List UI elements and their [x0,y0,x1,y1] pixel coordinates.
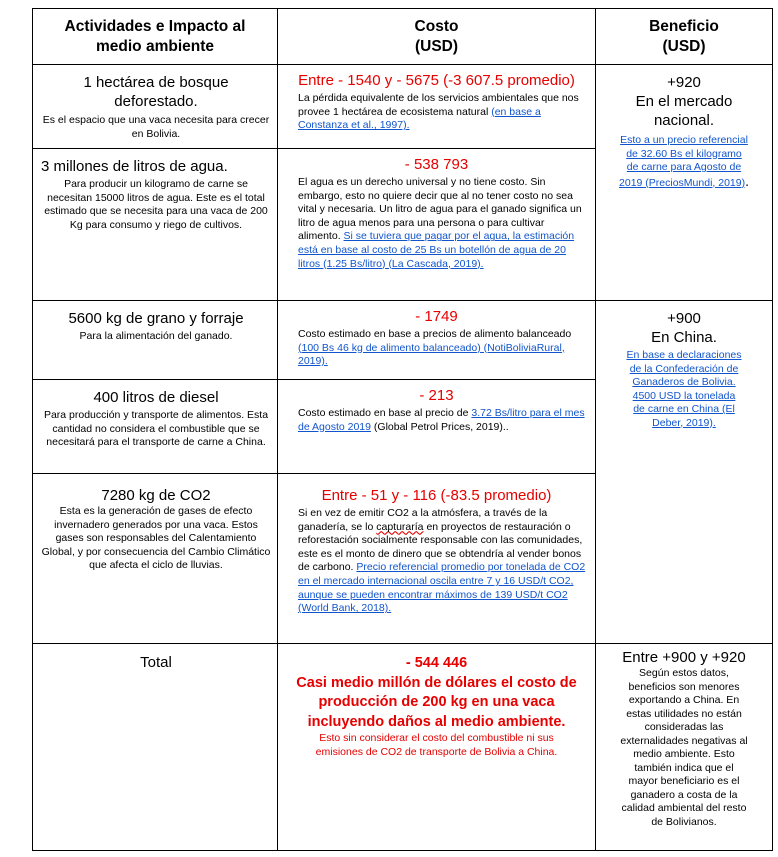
benefit-description [627,349,742,430]
source-link[interactable]: Esto a un precio referencial de 32.60 Bs el kilogramo de carne para Agosto de 2019 (PreciosMundi, 2019) [619,134,748,189]
total-cost-note: Esto sin considerar el costo del combustible ni sus emisiones de CO2 de transporte de Bolivia a China. [315,732,558,758]
activity-cell [33,301,278,380]
activity-title: 7280 kg de CO2 [101,487,211,504]
benefit-national-cell [596,65,773,301]
benefit-value: +900 [667,310,701,327]
table-row [33,301,773,380]
cost-description: El agua es un derecho universal y no tiene costo. Sin embargo, esto no quiere decir que al no tener costo no sea vital y necesaria. Un litro de agua para el ganado significa un litro de agua menos para una persona o para cultivar alimento. Si se tuviera que pagar por el agua, la estimación está en base al costo de 25 Bs un botellón de agua de 20 litros (1.25 Bs/litro) (La Cascada, 2019). [298,176,582,270]
benefit-china-cell [596,301,773,644]
total-label-cell [33,644,278,851]
total-row [33,644,773,851]
source-link[interactable]: Precio referencial promedio por tonelada de CO2 en el mercado internacional oscila entre 7 y 16 USD/t CO2, aunque se pueden encontrar máximos de 139 USD/t CO2 (World Bank, 2018). [298,561,586,615]
benefit-value: +920 [667,74,701,91]
benefit-description: Esto a un precio referencial de 32.60 Bs el kilogramo de carne para Agosto de 2019 (PreciosMundi, 2019). [619,134,749,189]
source-link[interactable]: (en base a Constanza et al., 1997). [298,105,541,132]
source-link[interactable]: Si se tuviera que pagar por el agua, la estimación está en base al costo de 25 Bs un botellón de agua de 20 litros (1.25 Bs/litro) (La Cascada, 2019). [298,230,575,270]
benefit-label: En el mercado nacional. [635,93,733,129]
header-cost: Costo (USD) [278,9,596,65]
source-link[interactable]: 3.72 Bs/litro para el mes de Agosto 2019 [298,407,585,433]
header-benefit: Beneficio (USD) [596,9,773,65]
total-cost-value: - 544 446 [405,655,468,671]
cost-description: Costo estimado en base a precios de alimento balanceado (100 Bs 46 kg de alimento balanceado) (NotiBoliviaRural, 2019). [298,328,572,368]
cost-cell [278,149,596,301]
cost-cell [278,65,596,149]
activity-description: Es el espacio que una vaca necesita para crecer en Bolivia. [42,114,270,140]
cost-value: Entre - 51 y - 116 (-83.5 promedio) [321,487,552,504]
cost-value: - 213 [419,387,454,404]
source-link[interactable]: (100 Bs 46 kg de alimento balanceado) (NotiBoliviaRural, 2019). [298,341,565,368]
cost-cell [278,474,596,644]
activity-title: 3 millones de litros de agua. [41,158,228,175]
cost-value: - 1749 [415,308,458,325]
total-label: Total [140,654,172,671]
header-activities: Actividades e Impacto al medio ambiente [33,9,278,65]
header-row [33,9,773,65]
cost-benefit-table [32,8,773,851]
activity-title: 1 hectárea de bosque deforestado. [83,74,229,110]
activity-description: Para producción y transporte de alimentos. Esta cantidad no considera el combustible que se necesitará para el transporte de carne a China. [43,409,269,448]
total-benefit-value: Entre +900 y +920 [622,649,746,666]
activity-description: Para producir un kilogramo de carne se necesitan 15000 litros de agua. Este es el total estimado que se necesita para una vaca de 200 Kg para consumo y riego de cultivos. [44,178,268,231]
total-benefit-text: Según estos datos, beneficios son menores exportando a China. En estas utilidades no están consideradas las externalidades negativas al medio ambiente. Esto también indica que el mayor beneficiario es el ganadero a costa de la calidad ambiental del resto de Bolivianos. [620,667,748,828]
activity-description: Para la alimentación del ganado. [79,330,233,342]
cost-description: La pérdida equivalente de los servicios ambientales que nos provee 1 hectárea de ecosistema natural (en base a Constanza et al., 1997). [298,92,579,132]
activity-title: 400 litros de diesel [93,389,219,406]
table-row [33,65,773,149]
source-link[interactable]: En base a declaraciones de la Confederación de Ganaderos de Bolivia. 4500 USD la tonelada de carne en China (El Deber, 2019). [626,349,742,429]
cost-value: Entre - 1540 y - 5675 (-3 607.5 promedio) [298,72,575,89]
activity-cell [33,149,278,301]
benefit-label: En China. [651,329,717,346]
cost-description: Si en vez de emitir CO2 a la atmósfera, a través de la ganadería, se lo capturaría en proyectos de restauración o reforestación socialmente responsable con las comunidades, este es el monto de dinero que se obtendría al vender bonos de carbono. Precio referencial promedio por tonelada de CO2 en el mercado internacional oscila entre 7 y 16 USD/t CO2, aunque se pueden encontrar máximos de 139 USD/t CO2 (World Bank, 2018). [298,507,586,615]
activity-cell [33,65,278,149]
activity-description: Esta es la generación de gases de efecto invernadero generados por una vaca. Estos gases son responsables del Calentamiento Global, y por consecuencia del Cambio Climático que afecta el ciclo de lluvias. [41,505,271,571]
cost-cell [278,301,596,380]
total-benefit-cell [596,644,773,851]
cost-description: Costo estimado en base al precio de 3.72 Bs/litro para el mes de Agosto 2019 (Global Petrol Prices, 2019).. [298,407,585,433]
total-cost-cell [278,644,596,851]
activity-cell [33,380,278,474]
cost-cell [278,380,596,474]
total-cost-summary: Casi medio millón de dólares el costo de producción de 200 kg en una vaca incluyendo daños al medio ambiente. [296,674,577,730]
cost-value: - 538 793 [404,156,469,173]
activity-title: 5600 kg de grano y forraje [68,310,244,327]
activity-cell [33,474,278,644]
